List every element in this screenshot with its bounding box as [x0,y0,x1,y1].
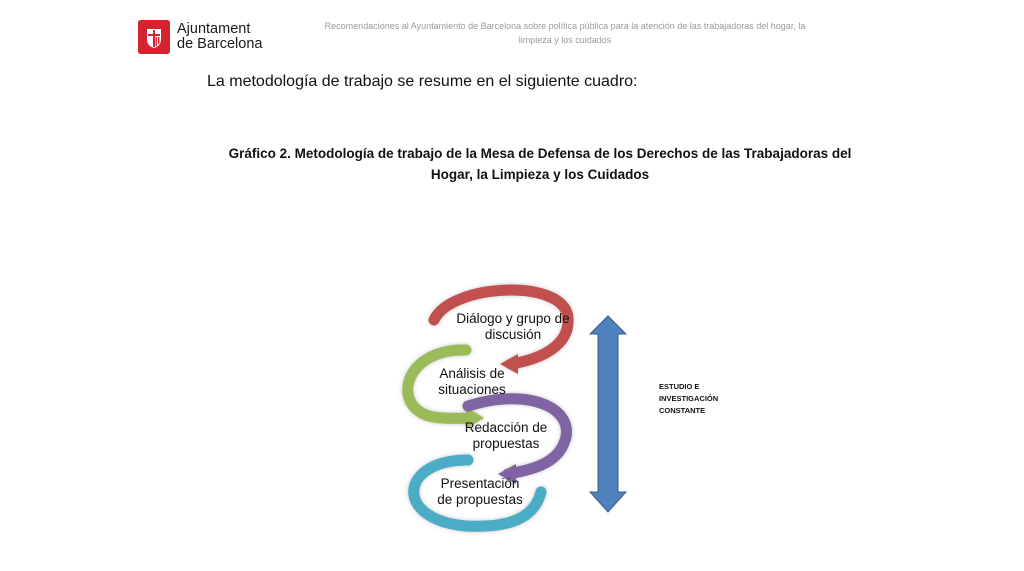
methodology-diagram [396,278,756,538]
logo-wordmark [177,22,262,52]
double-headed-vertical-arrow [590,316,626,512]
step-4-label-line-1: Presentación [440,476,520,491]
logo-line-2: de Barcelona [177,36,263,52]
step-1-label-line-2: discusión [484,327,542,342]
step-1-label [438,311,588,343]
barcelona-shield-icon [138,20,170,54]
continuous-research-label [659,381,749,417]
step-3-label [451,420,561,452]
logo-line-1: Ajuntament [177,21,251,37]
continuous-research-line-2: INVESTIGACIÓN [659,394,719,403]
figure-caption-line-2: Hogar, la Limpieza y los Cuidados [430,167,650,182]
figure-caption-line-1: Gráfico 2. Metodología de trabajo de la Mesa de Defensa de los Derechos de las Trabajadoras del [228,146,852,161]
running-header-line-1: Recomendaciones al Ayuntamiento de Barcelona sobre política pública para la atención de las trabajadoras del hogar, la [324,21,806,31]
intro-paragraph: La metodología de trabajo se resume en el siguiente cuadro: [207,73,638,90]
step-4-label-line-2: de propuestas [437,492,523,507]
step-1-label-line-1: Diálogo y grupo de [456,311,570,326]
step-3-label-line-1: Redacción de [464,420,548,435]
continuous-research-line-3: CONSTANTE [659,406,706,415]
continuous-research-line-1: ESTUDIO E [659,382,700,391]
running-header [290,19,840,47]
city-logo [138,20,262,54]
running-header-line-2: limpieza y los cuidados [518,35,612,45]
step-4-label [424,476,536,508]
step-2-label [432,366,512,398]
step-2-label-line-2: situaciones [438,382,506,397]
step-3-label-line-2: propuestas [472,436,540,451]
figure-caption [220,143,860,185]
step-2-label-line-1: Análisis de [439,366,505,381]
